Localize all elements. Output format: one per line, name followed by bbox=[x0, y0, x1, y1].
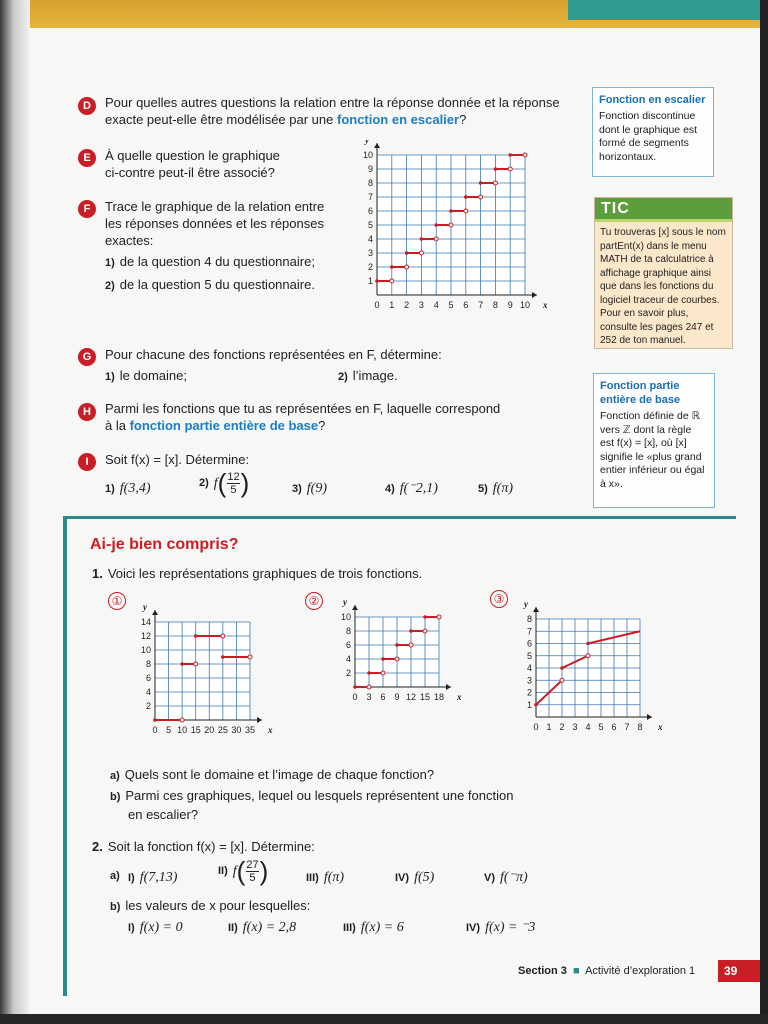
question-badge-f: F bbox=[78, 200, 96, 218]
y-tick-label: 10 bbox=[140, 645, 151, 655]
x-tick-label: 8 bbox=[492, 300, 498, 310]
y-axis-label: y bbox=[143, 602, 147, 612]
y-tick-label: 4 bbox=[145, 687, 151, 697]
open-endpoint bbox=[560, 678, 564, 682]
problem-2b: b) les valeurs de x pour lesquelles: bbox=[110, 898, 311, 913]
closed-endpoint bbox=[534, 703, 538, 707]
open-endpoint bbox=[423, 629, 427, 633]
tic-title: TIC bbox=[595, 198, 732, 222]
y-tick-label: 6 bbox=[367, 206, 373, 216]
problem-2-statement: 2. Soit la fonction f(x) = [x]. Détermine: bbox=[92, 839, 315, 854]
top-teal-band bbox=[568, 0, 768, 20]
graph-2 bbox=[330, 595, 465, 715]
open-endpoint bbox=[194, 662, 198, 666]
y-axis-arrow bbox=[352, 605, 358, 610]
x-axis-arrow bbox=[446, 684, 451, 690]
x-tick-label: 15 bbox=[190, 725, 201, 735]
open-endpoint bbox=[479, 195, 483, 199]
graph-3 bbox=[512, 597, 672, 755]
question-f-line3: exactes: bbox=[105, 233, 154, 248]
page-edge-right bbox=[760, 0, 768, 1024]
open-endpoint bbox=[434, 237, 438, 241]
x-tick-label: 30 bbox=[231, 725, 242, 735]
open-endpoint bbox=[437, 615, 441, 619]
open-endpoint bbox=[381, 671, 385, 675]
x-tick-label: 5 bbox=[448, 300, 454, 310]
question-badge-h: H bbox=[78, 403, 96, 421]
y-tick-label: 12 bbox=[140, 631, 151, 641]
x-tick-label: 20 bbox=[204, 725, 215, 735]
definition-title: Fonction en escalier bbox=[599, 94, 706, 106]
tic-box bbox=[594, 197, 733, 349]
question-h bbox=[105, 400, 575, 434]
y-tick-label: 7 bbox=[526, 626, 532, 637]
y-tick-label: 9 bbox=[367, 164, 373, 174]
x-tick-label: 15 bbox=[419, 692, 431, 702]
open-endpoint bbox=[493, 181, 497, 185]
question-d-line1: Pour quelles autres questions la relation entre la réponse donnée et la réponse bbox=[105, 95, 560, 110]
question-d bbox=[105, 94, 575, 128]
open-endpoint bbox=[221, 634, 225, 638]
graph-label-2: ② bbox=[305, 592, 323, 610]
closed-endpoint bbox=[194, 634, 198, 638]
open-endpoint bbox=[409, 643, 413, 647]
y-tick-label: 5 bbox=[367, 220, 373, 230]
question-g bbox=[105, 346, 555, 384]
definition-body: Fonction discontinue dont le graphique est formé de segments horizontaux. bbox=[599, 110, 698, 163]
question-f-item2: 2) de la question 5 du questionnaire. bbox=[105, 277, 315, 292]
definition-box-step-function bbox=[592, 87, 714, 177]
x-tick-label: 6 bbox=[463, 300, 469, 310]
y-tick-label: 2 bbox=[145, 701, 151, 711]
x-tick-label: 18 bbox=[433, 692, 445, 702]
y-tick-label: 6 bbox=[145, 673, 151, 683]
closed-endpoint bbox=[560, 666, 564, 670]
staircase-graph-main bbox=[355, 140, 555, 325]
open-endpoint bbox=[586, 654, 590, 658]
y-tick-label: 6 bbox=[526, 638, 532, 649]
y-tick-label: 5 bbox=[526, 650, 532, 661]
x-tick-label: 6 bbox=[611, 722, 617, 732]
y-tick-label: 14 bbox=[140, 617, 151, 627]
question-badge-g: G bbox=[78, 348, 96, 366]
y-tick-label: 3 bbox=[526, 675, 532, 686]
question-i-line1: Soit f(x) = [x]. Détermine: bbox=[105, 452, 250, 467]
closed-endpoint bbox=[423, 615, 427, 619]
x-tick-label: 9 bbox=[507, 300, 513, 310]
x-tick-label: 7 bbox=[478, 300, 484, 310]
y-tick-label: 8 bbox=[145, 659, 151, 669]
problem-2b-items: I) f(x) = 0 II) f(x) = 2,8 III) f(x) = 6 IV) f(x) = ⁻3 bbox=[128, 920, 536, 935]
closed-endpoint bbox=[586, 642, 590, 646]
question-i bbox=[105, 451, 575, 504]
x-tick-label: 8 bbox=[637, 722, 643, 732]
x-tick-label: 5 bbox=[166, 725, 172, 735]
x-tick-label: 4 bbox=[433, 300, 439, 310]
question-f-item1: 1) de la question 4 du questionnaire; bbox=[105, 254, 315, 269]
x-axis-arrow bbox=[532, 292, 537, 298]
x-tick-label: 10 bbox=[519, 300, 531, 310]
open-endpoint bbox=[367, 685, 371, 689]
x-axis-label: x bbox=[268, 725, 273, 735]
x-tick-label: 0 bbox=[152, 725, 158, 735]
y-tick-label: 10 bbox=[340, 612, 351, 622]
x-tick-label: 12 bbox=[405, 692, 417, 702]
open-endpoint bbox=[464, 209, 468, 213]
closed-endpoint bbox=[153, 718, 157, 722]
x-tick-label: 3 bbox=[366, 692, 372, 702]
problem-1-statement: 1. Voici les représentations graphiques de trois fonctions. bbox=[92, 566, 423, 581]
y-tick-label: 2 bbox=[345, 668, 351, 678]
open-endpoint bbox=[390, 279, 394, 283]
closed-endpoint bbox=[434, 223, 438, 227]
x-tick-label: 10 bbox=[177, 725, 188, 735]
question-h-line1: Parmi les fonctions que tu as représentées en F, laquelle correspond bbox=[105, 401, 501, 416]
open-endpoint bbox=[449, 223, 453, 227]
open-endpoint bbox=[405, 265, 409, 269]
x-tick-label: 25 bbox=[217, 725, 228, 735]
question-badge-i: I bbox=[78, 453, 96, 471]
closed-endpoint bbox=[221, 655, 225, 659]
x-tick-label: 0 bbox=[374, 300, 380, 310]
y-tick-label: 4 bbox=[345, 654, 351, 664]
closed-endpoint bbox=[494, 167, 498, 171]
y-tick-label: 2 bbox=[367, 262, 373, 272]
y-tick-label: 6 bbox=[345, 640, 351, 650]
closed-endpoint bbox=[409, 629, 413, 633]
book-gutter bbox=[0, 0, 30, 1024]
page-number: 39 bbox=[718, 960, 760, 982]
y-axis-label: y bbox=[365, 140, 369, 145]
question-f bbox=[105, 198, 345, 295]
x-tick-label: 5 bbox=[598, 722, 604, 732]
open-endpoint bbox=[395, 657, 399, 661]
y-axis-arrow bbox=[533, 607, 539, 612]
definition-body-2: Fonction définie de ℝ vers ℤ dont la règle est f(x) = [x], où [x] signifie le «plus grand entier inférieur ou égal à x». bbox=[600, 410, 705, 490]
x-axis-label: x bbox=[658, 722, 663, 732]
y-tick-label: 3 bbox=[367, 248, 373, 258]
y-axis-arrow bbox=[152, 610, 158, 615]
closed-endpoint bbox=[390, 265, 394, 269]
graph-label-3: ③ bbox=[490, 590, 508, 608]
question-f-line2: les réponses données et les réponses bbox=[105, 216, 324, 231]
problem-1b: b) Parmi ces graphiques, lequel ou lesquels représentent une fonction en escalier? bbox=[110, 788, 514, 822]
problem-1a: a) Quels sont le domaine et l’image de chaque fonction? bbox=[110, 767, 435, 782]
definition-title-2: Fonction partie entière de base bbox=[600, 380, 681, 406]
x-tick-label: 9 bbox=[394, 692, 400, 702]
closed-endpoint bbox=[420, 237, 424, 241]
y-tick-label: 7 bbox=[367, 192, 373, 202]
y-tick-label: 10 bbox=[362, 150, 373, 160]
y-tick-label: 1 bbox=[367, 276, 373, 286]
y-axis-label: y bbox=[524, 599, 528, 609]
closed-endpoint bbox=[375, 279, 379, 283]
y-tick-label: 1 bbox=[526, 699, 532, 710]
x-tick-label: 3 bbox=[418, 300, 424, 310]
x-tick-label: 4 bbox=[585, 722, 591, 732]
question-badge-d: D bbox=[78, 97, 96, 115]
y-tick-label: 8 bbox=[526, 614, 532, 624]
open-endpoint bbox=[180, 718, 184, 722]
problem-2a: a) I) f(7,13) II) f ( 27 5 ) III) f(π) IV) f(5) V) f(⁻π) bbox=[110, 856, 528, 886]
definition-box-floor-function bbox=[593, 373, 715, 508]
x-tick-label: 7 bbox=[624, 722, 630, 732]
x-tick-label: 0 bbox=[533, 722, 539, 732]
open-endpoint bbox=[523, 153, 527, 157]
y-tick-label: 2 bbox=[526, 687, 532, 698]
question-h-line2: à la fonction partie entière de base? bbox=[105, 418, 326, 433]
open-endpoint bbox=[248, 655, 252, 659]
section-title: Ai-je bien compris? bbox=[90, 536, 239, 553]
x-axis-label: x bbox=[457, 692, 462, 702]
y-tick-label: 8 bbox=[345, 626, 351, 636]
question-e-line2: ci-contre peut-il être associé? bbox=[105, 165, 275, 180]
x-tick-label: 3 bbox=[572, 722, 578, 732]
closed-endpoint bbox=[449, 209, 453, 213]
question-e bbox=[105, 147, 335, 181]
y-tick-label: 8 bbox=[367, 178, 373, 188]
x-axis-arrow bbox=[257, 717, 262, 723]
x-axis-label: x bbox=[543, 300, 548, 310]
tic-body: Tu trouveras [x] sous le nom partEnt(x) dans le menu MATH de ta calculatrice à affichage graphique ainsi que dans les fonctions du logiciel traceur de courbes. Pour en savoir plus, consulte les pages 247 et 252 de ton manuel. bbox=[600, 227, 726, 346]
question-e-line1: À quelle question le graphique bbox=[105, 148, 280, 163]
x-tick-label: 1 bbox=[389, 300, 395, 310]
x-tick-label: 35 bbox=[244, 725, 256, 735]
footer: Section 3 ■ Activité d’exploration 1 bbox=[518, 965, 696, 977]
closed-endpoint bbox=[180, 662, 184, 666]
section-divider bbox=[63, 516, 736, 519]
closed-endpoint bbox=[381, 657, 385, 661]
y-axis-label: y bbox=[343, 597, 347, 607]
question-g-items: 1) le domaine; 2) l’image. bbox=[105, 368, 398, 383]
x-axis-arrow bbox=[647, 714, 652, 720]
y-tick-label: 4 bbox=[526, 663, 532, 673]
question-g-line1: Pour chacune des fonctions représentées en F, détermine: bbox=[105, 347, 442, 362]
closed-endpoint bbox=[395, 643, 399, 647]
open-endpoint bbox=[508, 167, 512, 171]
section-divider-vertical bbox=[63, 516, 67, 996]
graph-label-1: ① bbox=[108, 592, 126, 610]
y-tick-label: 4 bbox=[367, 234, 373, 244]
x-tick-label: 1 bbox=[546, 722, 552, 732]
question-d-line2: exacte peut-elle être modélisée par une fonction en escalier? bbox=[105, 112, 467, 127]
closed-endpoint bbox=[464, 195, 468, 199]
closed-endpoint bbox=[353, 685, 357, 689]
closed-endpoint bbox=[367, 671, 371, 675]
open-endpoint bbox=[419, 251, 423, 255]
question-f-line1: Trace le graphique de la relation entre bbox=[105, 199, 325, 214]
question-badge-e: E bbox=[78, 149, 96, 167]
closed-endpoint bbox=[405, 251, 409, 255]
y-axis-arrow bbox=[374, 143, 380, 148]
x-tick-label: 2 bbox=[559, 722, 565, 732]
page-edge-bottom bbox=[0, 1014, 768, 1024]
question-i-items: 1) f(3,4) 2) f ( 12 5 ) 3) f(9) 4) f(⁻2,1) 5) f(π) bbox=[105, 468, 514, 498]
closed-endpoint bbox=[479, 181, 483, 185]
x-tick-label: 6 bbox=[380, 692, 386, 702]
x-tick-label: 0 bbox=[352, 692, 358, 702]
closed-endpoint bbox=[508, 153, 512, 157]
graph-1 bbox=[125, 598, 285, 746]
x-tick-label: 2 bbox=[404, 300, 410, 310]
